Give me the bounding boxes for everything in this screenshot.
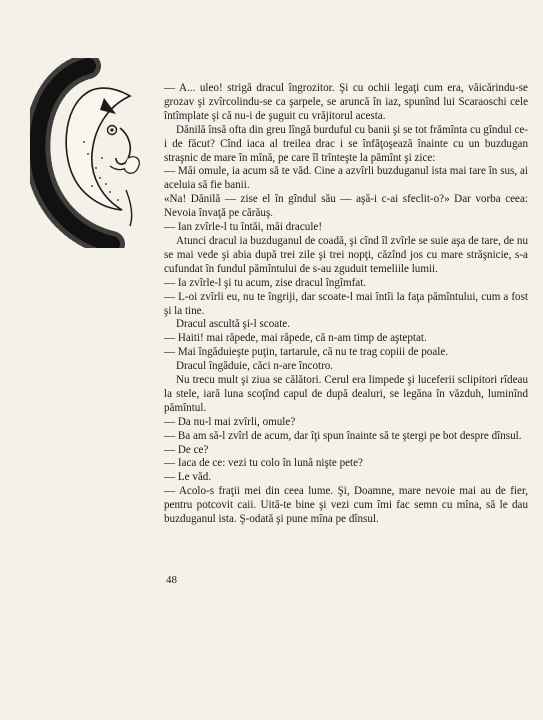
paragraph: Atunci dracul ia buzduganul de coadă, şi cînd îl zvîrle se suie aşa de tare, de nu se mai vede şi abia după trei zile şi trei nopţi, căzînd jos cu mare străşnicie, s-a cufundat în fundul pămîntului de s-au zguduit temeliile lumii. [164,234,528,275]
paragraph: — Da nu-l mai zvîrli, omule? [164,415,296,428]
paragraph: Dracul ascultă şi-l scoate. [176,318,290,331]
paragraph: — Le văd. [164,471,212,484]
paragraph: — Mai îngăduieşte puţin, tartarule, că nu te trag copiii de poale. [164,346,449,359]
paragraph: Dracul îngăduie, căci n-are încotro. [176,360,334,373]
crescent-moon-face-icon [30,58,172,248]
paragraph: Dănilă însă ofta din greu lîngă burduful cu banii şi se tot frămînta cu gîndul ce-i de făcut? Cînd iaca al treilea drac i se înfăţoşează înainte cu un buzdugan straşnic de mare în mînă, pe care îl trînteşte la pămînt şi zice: [164,123,528,164]
paragraph: — Acolo-s fraţii mei din ceea lume. Şi, Doamne, mare nevoie mai au de fier, pentru potcovit caii. Uită-te bine şi vezi cum îmi fac semn cu mîna, să le dau buzduganul ista. Ş-odată şi pune mîna pe dînsul. [164,485,528,526]
paragraph: — Ba am să-l zvîrl de acum, dar îţi spun înainte să te ştergi pe bot despre dînsul. [164,429,522,442]
moon-illustration [30,58,172,248]
paragraph: — A... uleo! strigă dracul îngrozitor. Şi cu ochii legaţi cum era, văicărindu-se grozav şi zvîrcolindu-se ca şarpele, se aruncă în iaz, spunînd lui Scaraoschi cele întîmplate şi că nu-i de şuguit cu vrăjitorul acesta. [164,82,528,122]
paragraph: «Na! Dănilă — zise el în gîndul său — aşă-i c-ai sfeclit-o?» Dar vorba ceea: Nevoia învaţă pe cărăuş. [164,193,528,220]
paragraph: — Iaca de ce: vezi tu colo în lună nişte pete? [164,457,363,470]
page-number: 48 [166,574,177,586]
story-text [164,82,528,527]
paragraph: — Ian zvîrle-l tu întăi, măi dracule! [164,221,323,234]
paragraph: — Măi omule, ia acum să te văd. Cine a azvîrli buzduganul ista mai tare în sus, ai aceluia să fie banii. [164,165,528,192]
paragraph: — Ia zvîrle-l şi tu acum, zise dracul îngîmfat. [164,276,367,289]
paragraph: Nu trecu mult şi ziua se călători. Cerul era limpede şi luceferii sclipitori rîdeau la stele, iară luna scoţînd capul de după dealuri, se legăna în văzduh, luminînd pămîntul. [164,374,528,414]
paragraph: — De ce? [164,443,209,456]
paragraph: — Haiti! mai răpede, mai răpede, că n-am timp de aşteptat. [164,332,427,345]
paragraph: — L-oi zvîrli eu, nu te îngriji, dar scoate-l mai întîi la faţa pămîntului, cum a fost şi la tine. [164,290,528,317]
